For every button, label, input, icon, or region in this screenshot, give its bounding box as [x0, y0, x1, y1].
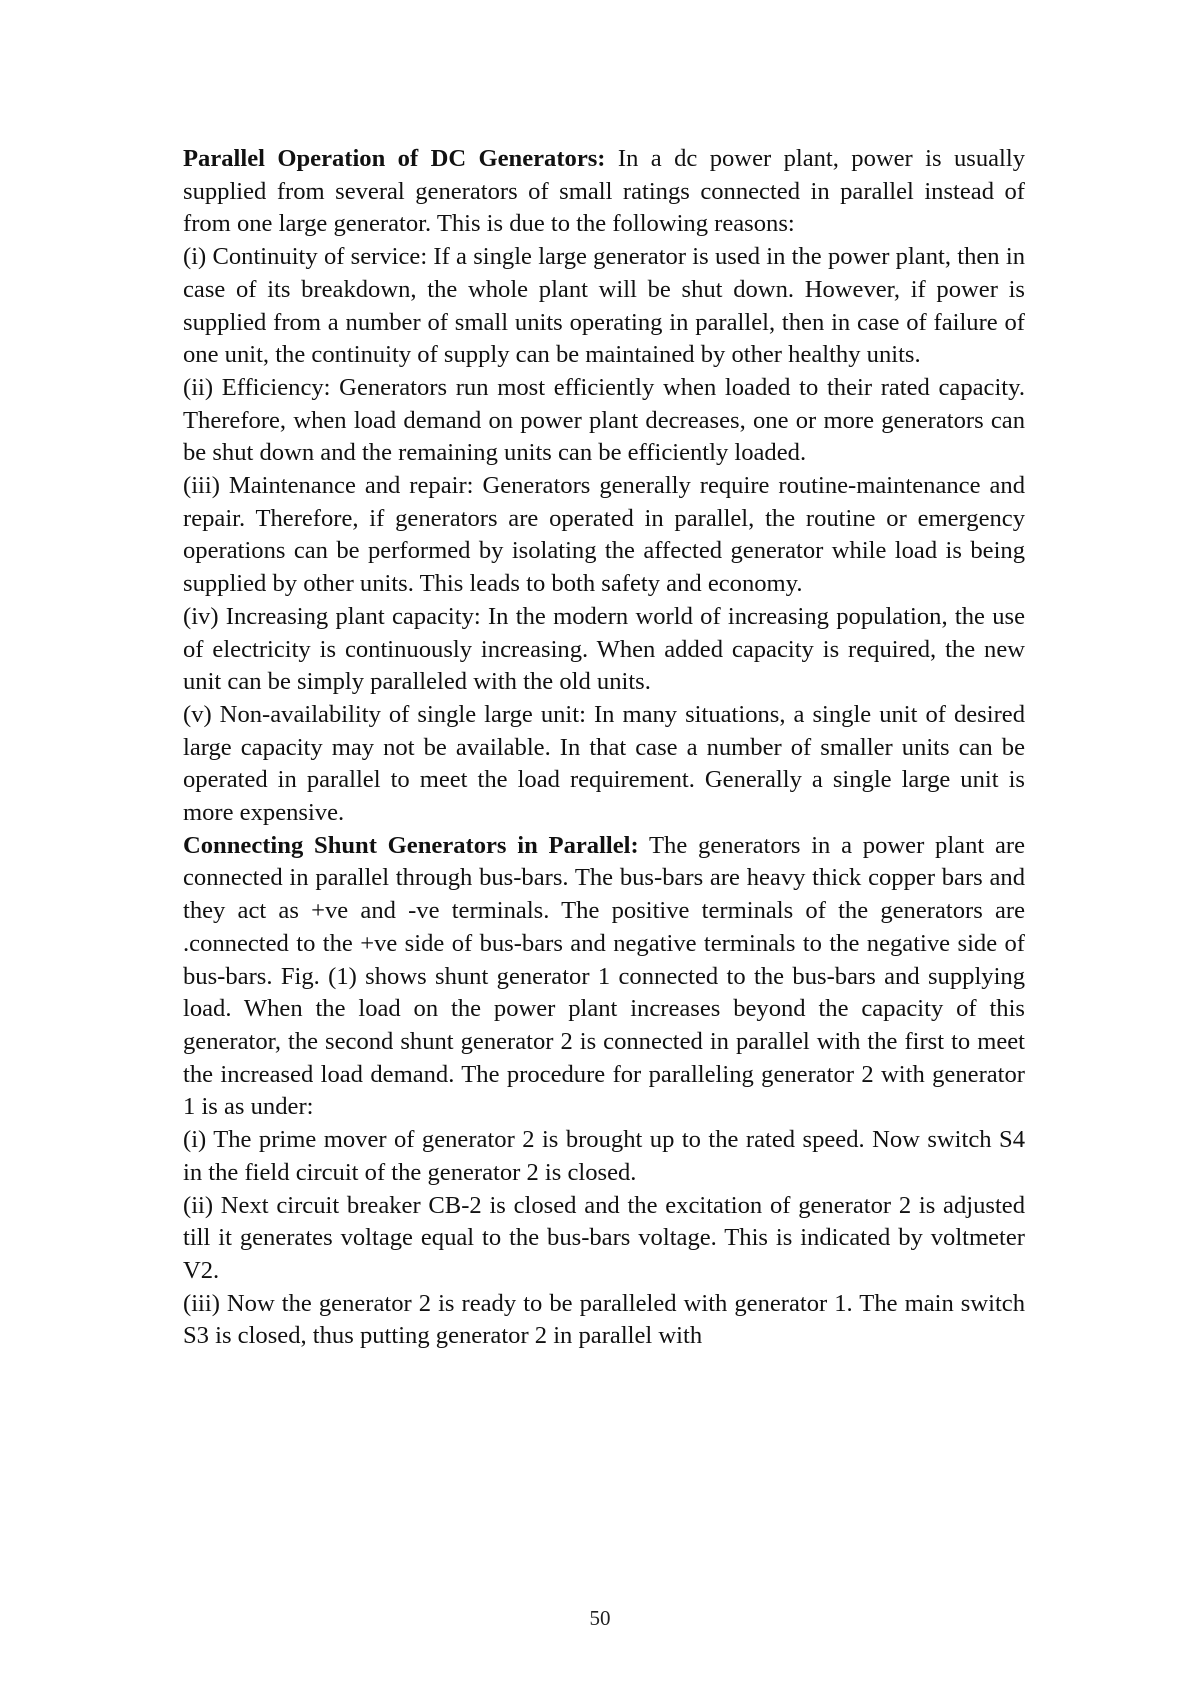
reason-maintenance: (iii) Maintenance and repair: Generators generally require routine-maintenance and repair. Therefore, if generators are operated in parallel, the routine or emergency operations can be performed by isolating the affected generator while load is being supplied by other units. This leads to both safety and economy. — [183, 472, 1025, 598]
paragraph-text: The generators in a power plant are connected in parallel through bus-bars. The bus-bars are heavy thick copper bars and they act as +ve and -ve terminals. The positive terminals of the generators are .connected to the +ve side of bus-bars and negative terminals to the negative side of bus-bars. Fig. (1) shows shunt generator 1 connected to the bus-bars and supplying load. When the load on the power plant increases beyond the capacity of this generator, the second shunt generator 2 is connected in parallel with the first to meet the increased load demand. The procedure for paralleling generator 2 with generator 1 is as under: — [183, 831, 1025, 1121]
paragraph-text: In a dc power plant, power is usually supplied from several generators of small ratings connected in parallel instead of from one large generator. This is due to the following reasons: — [183, 145, 1025, 238]
document-page — [183, 143, 1025, 1353]
page-number: 50 — [589, 1606, 611, 1630]
section-heading: Parallel Operation of DC Generators: — [183, 145, 606, 172]
reason-non-availability: (v) Non-availability of single large unit: In many situations, a single unit of desired large capacity may not be available. In that case a number of smaller units can be operated in parallel to meet the load requirement. Generally a single large unit is more expensive. — [183, 700, 1025, 827]
section-parallel-operation-intro — [183, 143, 1025, 241]
section-connecting-shunt-intro — [183, 830, 1025, 1124]
reason-efficiency: (ii) Efficiency: Generators run most efficiently when loaded to their rated capacity. Therefore, when load demand on power plant decreases, one or more generators can be shut down and the remaining units can be efficiently loaded. — [183, 373, 1025, 467]
procedure-step-3: (iii) Now the generator 2 is ready to be paralleled with generator 1. The main switch S3 is closed, thus putting generator 2 in parallel with — [183, 1289, 1025, 1350]
procedure-step-1: (i) The prime mover of generator 2 is brought up to the rated speed. Now switch S4 in the field circuit of the generator 2 is closed. — [183, 1126, 1025, 1186]
procedure-step-2: (ii) Next circuit breaker CB-2 is closed and the excitation of generator 2 is adjusted till it generates voltage equal to the bus-bars voltage. This is indicated by voltmeter V2. — [183, 1191, 1025, 1284]
reason-continuity: (i) Continuity of service: If a single large generator is used in the power plant, then in case of its breakdown, the whole plant will be shut down. However, if power is supplied from a number of small units operating in parallel, then in case of failure of one unit, the continuity of supply can be maintained by other healthy units. — [183, 243, 1025, 369]
reason-capacity: (iv) Increasing plant capacity: In the modern world of increasing population, the use of electricity is continuously increasing. When added capacity is required, the new unit can be simply paralleled with the old units. — [183, 602, 1025, 696]
section-heading: Connecting Shunt Generators in Parallel: — [183, 831, 639, 859]
